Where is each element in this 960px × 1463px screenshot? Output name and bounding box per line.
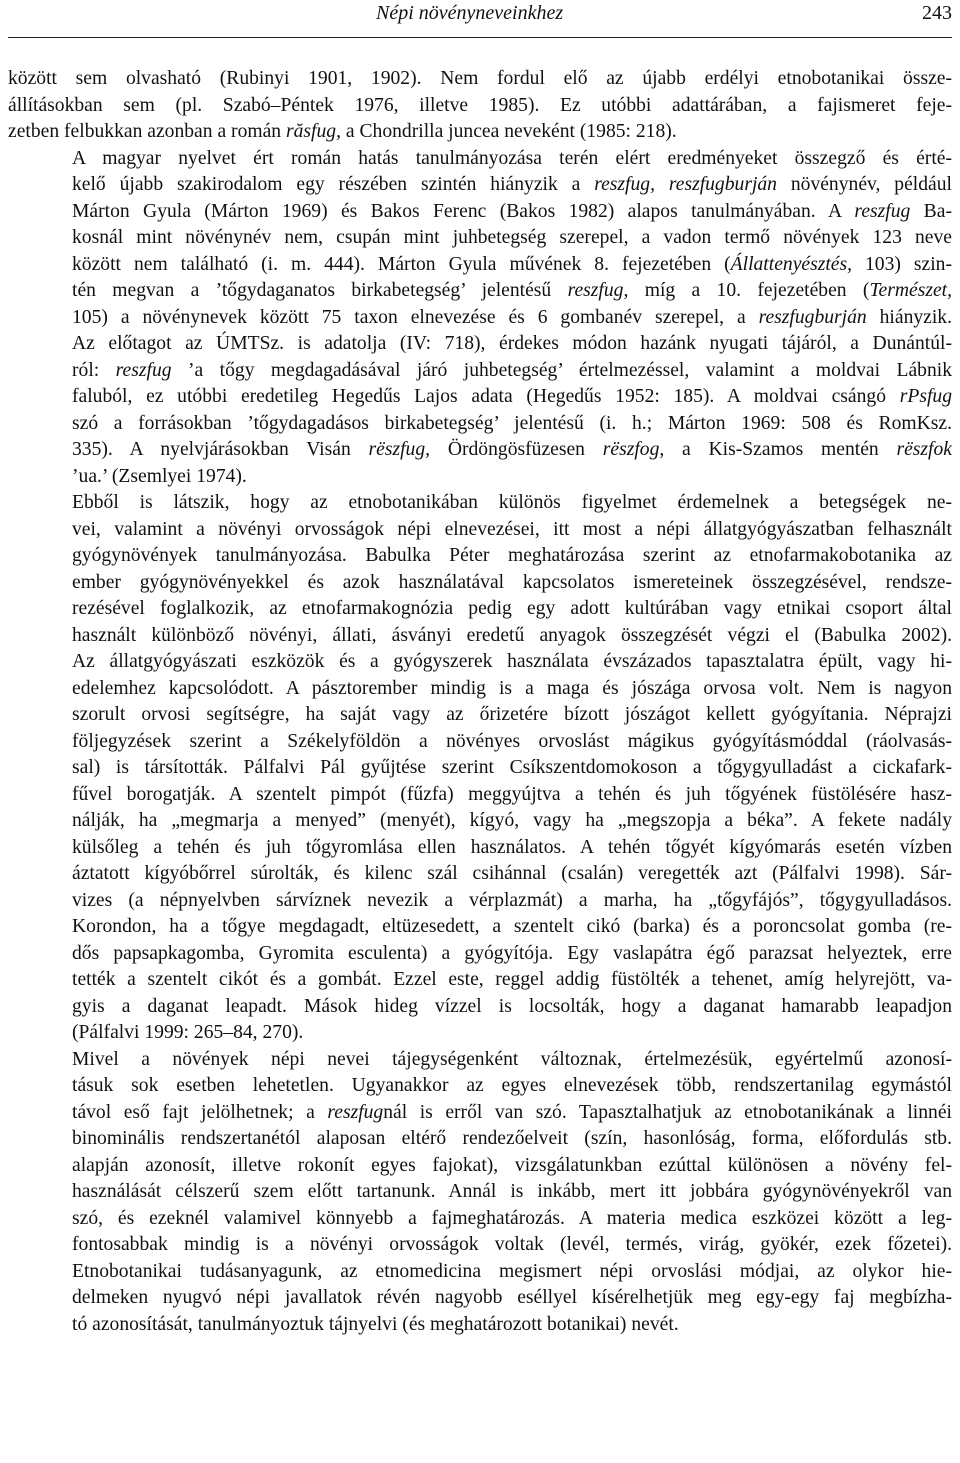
- text-run: ’ua.’ (Zsemlyei 1974).: [72, 465, 247, 487]
- text-line: [8, 941, 952, 968]
- text-line: [8, 808, 952, 835]
- italic-term: rëszfog,: [602, 439, 665, 460]
- text-line: [8, 1179, 952, 1206]
- text-run: alapján azonosít, illetve rokonít egyes fajokat), vizsgálatunkban ezúttal különösen a növény fel-: [72, 1154, 952, 1176]
- text-run: növénynév, például: [776, 174, 952, 195]
- text-run: 105) a növénynevek között 75 taxon elnevezése és 6 gombanév szerepel, a: [72, 306, 759, 328]
- text-line: [8, 676, 952, 703]
- text-run: kosnál mint növénynév nem, csupán mint juhbetegség szerepel, a vadon termő növények 123 neve: [72, 227, 952, 248]
- text-line: [8, 1285, 952, 1312]
- text-run: A magyar nyelvet ért román hatás tanulmányozása terén elért eredményeket összegző és érté-: [72, 147, 952, 169]
- text-run: vizes (a népnyelvben sárvíznek nevezik a vérplazmát) a marha, ha „tőgyfájós”, tőgygyulladásos.: [72, 889, 952, 911]
- text-line: [8, 967, 952, 994]
- running-header: [8, 0, 952, 38]
- text-line: [8, 93, 952, 120]
- text-line: [8, 1073, 952, 1100]
- text-line: [8, 623, 952, 650]
- text-line: [8, 861, 952, 888]
- text-run: Az előtagot az ÚMTSz. is adatolja (IV: 718), érdekes módon hazánk nyugati tájáról, a Dunántúl-: [72, 333, 952, 354]
- text-run: Ba-: [910, 200, 952, 222]
- text-run: között nem található (i. m. 444). Márton Gyula művének 8. fejezetében (: [72, 253, 731, 275]
- text-run: nál is erről van szó. Tapasztalhatjuk az etnobotanikának a linnéi: [383, 1101, 952, 1123]
- text-run: szó, és ezeknél valamivel könnyebb a fajmeghatározás. A materia medica eszközei között a leg-: [72, 1207, 952, 1229]
- text-run: a Chondrilla juncea neveként (1985: 218).: [340, 121, 677, 142]
- text-run: tették a szentelt cikót és a gombát. Ezzel este, reggel addig füstölték a tehenet, amíg helyrejött, va-: [72, 969, 952, 990]
- text-run: tó azonosítását, tanulmányoztuk tájnyelvi (és meghatározott botanikai) nevét.: [72, 1313, 679, 1335]
- text-line: [8, 914, 952, 941]
- italic-term: reszfug, reszfugburján: [594, 174, 777, 195]
- text-line: [8, 66, 952, 93]
- text-line: [8, 252, 952, 279]
- text-line: [8, 994, 952, 1021]
- text-line: [8, 411, 952, 438]
- text-run: följegyzések szerint a Székelyföldön a növényes orvoslást mágikus gyógyításmóddal (ráolvasás-: [72, 730, 952, 752]
- text-run: nálják, ha „megmarja a menyed” (menyét), kígyó, vagy ha „megszopja a béka”. A fekete nadály: [72, 810, 952, 831]
- text-line: [8, 649, 952, 676]
- italic-term: rPsfug: [899, 386, 952, 407]
- text-run: delmeken nyugvó népi javallatok révén nagyobb eséllyel kísérelhetjük meg egy-egy faj megbízha-: [72, 1287, 952, 1308]
- text-run: Az állatgyógyászati eszközök és a gyógyszerek használata évszázados tapasztalatra épült, vagy hi-: [72, 651, 952, 672]
- text-run: Ebből is látszik, hogy az etnobotanikában különös figyelmet érdemelnek a betegségek ne-: [72, 492, 952, 513]
- text-run: fontosabbak mindig is a növényi orvosságok voltak (levél, termés, virág, gyökér, ezek főzetei).: [72, 1234, 952, 1255]
- text-line: [8, 596, 952, 623]
- text-line: [8, 1153, 952, 1180]
- text-run: hiányzik.: [866, 306, 953, 328]
- text-line: [8, 1259, 952, 1286]
- text-run: ról:: [72, 359, 116, 381]
- italic-term: reszfug: [327, 1101, 384, 1123]
- italic-term: Természet,: [869, 280, 953, 301]
- text-run: edelemhez kapcsolódott. A pásztorember mindig is a maga és jószága orvosa volt. Nem is nagyon: [72, 677, 952, 699]
- text-run: míg a 10. fejezetében (: [628, 280, 870, 301]
- paragraph: [8, 66, 952, 146]
- text-line: [8, 490, 952, 517]
- text-run: Mivel a növények népi nevei tájegységenként változnak, értelmezésük, egyértelmű azonosí-: [72, 1048, 952, 1070]
- body-text: [8, 66, 952, 1338]
- text-run: áztatott kígyóbőrrel súrolták, és kilenc szál csihánnal (csalán) veregették azt (Pálfalvi 1998). Sár-: [72, 863, 952, 884]
- text-run: szó a forrásokban ’tőgydagadásos birkabetegség’ jelentésű (i. h.; Márton 1969: 508 és RomKsz.: [72, 412, 952, 434]
- text-line: [8, 1232, 952, 1259]
- italic-term: reszfug: [115, 359, 172, 381]
- text-line: [8, 888, 952, 915]
- text-run: Etnobotanikai tudásanyagunk, az etnomedicina megismert népi orvoslási módjai, az olykor hie-: [72, 1260, 952, 1282]
- italic-term: reszfug,: [567, 280, 629, 301]
- text-run: gyis a daganat leapadt. Mások hideg vízzel is locsolták, hogy a daganat hamarabb leapadjon: [72, 995, 952, 1017]
- text-line: [8, 119, 952, 146]
- text-run: Korondon, ha a tőgye megdagadt, eltüzesedett, a szentelt cikó (barka) és a poroncsolat gomba (re-: [72, 916, 952, 937]
- text-run: állításokban sem (pl. Szabó–Péntek 1976, illetve 1985). Ez utóbbi adattárában, a fajismeret feje-: [8, 94, 952, 116]
- text-run: Márton Gyula (Márton 1969) és Bakos Ferenc (Bakos 1982) alapos tanulmányában. A: [72, 200, 855, 222]
- text-line: [8, 1100, 952, 1127]
- italic-term: rëszfok: [896, 439, 952, 460]
- text-line: [8, 729, 952, 756]
- text-line: [8, 225, 952, 252]
- text-run: között sem olvasható (Rubinyi 1901, 1902). Nem fordul elő az újabb erdélyi etnobotanikai össze-: [8, 68, 952, 89]
- text-line: [8, 358, 952, 385]
- text-line: [8, 278, 952, 305]
- text-line: [8, 1312, 952, 1339]
- text-run: 335). A nyelvjárásokban Visán: [72, 439, 369, 460]
- text-run: a Kis-Szamos mentén: [664, 439, 897, 460]
- text-line: [8, 782, 952, 809]
- italic-term: reszfug: [854, 200, 911, 222]
- text-run: Ördöngösfüzesen: [430, 439, 603, 460]
- paragraph: [8, 1047, 952, 1339]
- text-line: [8, 199, 952, 226]
- text-run: tásuk sok esetben lehetetlen. Ugyanakkor az egyes elnevezések több, rendszertanilag egymástól: [72, 1075, 952, 1096]
- text-line: [8, 437, 952, 464]
- text-line: [8, 755, 952, 782]
- text-line: [8, 543, 952, 570]
- text-line: [8, 570, 952, 597]
- paragraph: [8, 146, 952, 491]
- italic-term: rëszfug,: [368, 439, 431, 460]
- text-run: rezésével foglalkozik, az etnofarmakognózia pedig egy adott kultúrában vagy etnikai csoport által: [72, 598, 952, 619]
- text-run: használását célszerű szem előtt tartanunk. Annál is inkább, mert itt jobbára gyógynövényekről van: [72, 1181, 952, 1202]
- text-line: [8, 702, 952, 729]
- text-line: [8, 1020, 952, 1047]
- text-run: 103) szin-: [852, 253, 952, 275]
- text-run: távol eső fajt jelölhetnek; a: [72, 1101, 328, 1123]
- page-number: 243: [922, 2, 952, 24]
- paragraph: [8, 490, 952, 1047]
- text-line: [8, 464, 952, 491]
- text-run: kelő újabb szakirodalom egy részében szintén hiányzik a: [72, 174, 595, 195]
- text-run: használt különböző növényi, állati, ásványi eredetű anyagok összegzését végzi el (Babulka 2002).: [72, 624, 952, 646]
- text-line: [8, 331, 952, 358]
- text-run: külsőleg a tehén és juh tőgyromlása ellen használatos. A tehén tőgyét kígyómarás esetén vízben: [72, 836, 952, 858]
- text-line: [8, 1047, 952, 1074]
- text-line: [8, 384, 952, 411]
- text-run: faluból, ez utóbbi eredetileg Hegedűs Lajos adata (Hegedűs 1952: 185). A moldvai csángó: [72, 386, 900, 407]
- text-line: [8, 1206, 952, 1233]
- text-run: ’a tőgy megdagadásával járó juhbetegség’ értelmezéssel, valamint a moldvai Lábnik: [171, 359, 953, 381]
- text-line: [8, 835, 952, 862]
- text-run: szorult orvosi segítségre, ha saját vagy az őrizetére bízott jószágot kellett gyógyítania. Néprajzi: [72, 704, 952, 725]
- running-title: Népi növényneveinkhez: [376, 2, 564, 24]
- text-run: ember gyógynövényekkel és azok használatával kapcsolatos ismereteinek összegzésével, rendsze-: [72, 571, 952, 593]
- text-run: fűvel borogatják. A szentelt pimpót (fűzfa) meggyújtva a tehén és juh tőgyének füstölésére hasz-: [72, 783, 952, 805]
- text-run: binominális rendszertanétól alaposan eltérő rendezőelveit (szín, hasonlóság, forma, előfordulás stb.: [72, 1128, 952, 1149]
- text-line: [8, 305, 952, 332]
- italic-term: reszfugburján: [758, 306, 867, 328]
- text-run: vei, valamint a növényi orvosságok népi elnevezései, itt most a népi állatgyógyászatban felhasznált: [72, 518, 952, 540]
- text-run: dős papsapkagomba, Gyromita esculenta) a gyógyítója. Egy vaslapátra égő parazsat helyeztek, erre: [72, 942, 952, 964]
- text-line: [8, 146, 952, 173]
- text-run: gyógynövények tanulmányozása. Babulka Péter meghatározása szerint az etnofarmakobotanika az: [72, 545, 952, 566]
- text-line: [8, 517, 952, 544]
- text-line: [8, 172, 952, 199]
- text-line: [8, 1126, 952, 1153]
- text-run: zetben felbukkan azonban a román: [8, 121, 286, 142]
- text-run: sal) is társították. Pálfalvi Pál gyűjtése szerint Csíkszentdomokoson a tőgygyulladást a cickafark-: [72, 757, 952, 778]
- text-run: tén megvan a ’tőgydaganatos birkabetegség’ jelentésű: [72, 280, 568, 301]
- italic-term: răsfug,: [286, 121, 341, 142]
- text-run: (Pálfalvi 1999: 265–84, 270).: [72, 1022, 304, 1043]
- italic-term: Állattenyésztés,: [730, 253, 852, 275]
